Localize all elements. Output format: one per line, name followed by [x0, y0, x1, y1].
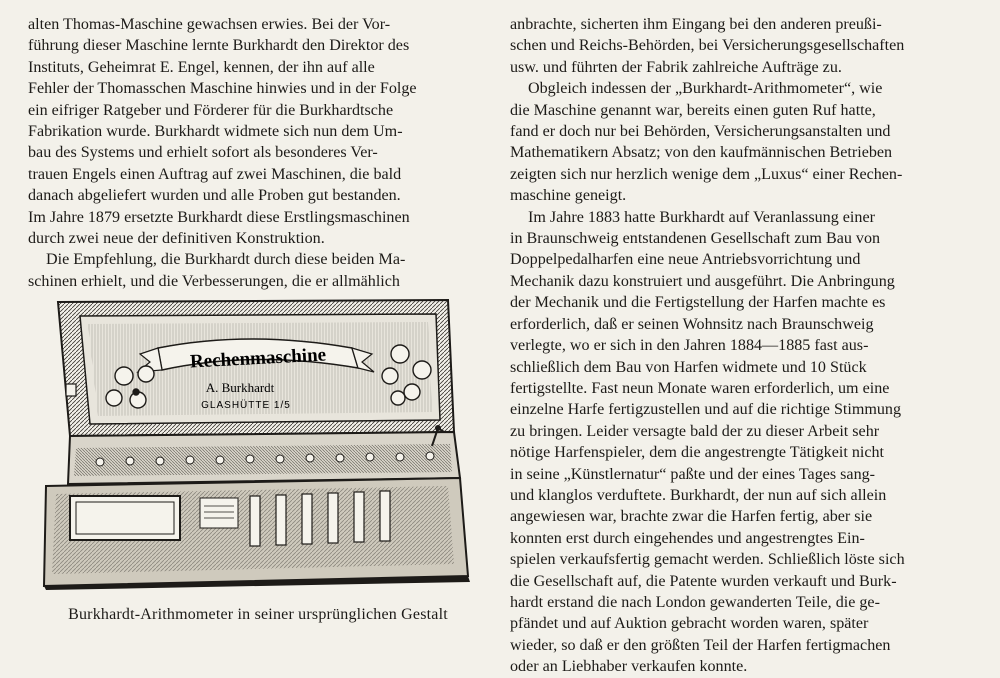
text-line: Fabrikation wurde. Burkhardt widmete sich nun dem Um-: [28, 123, 403, 141]
left-paragraph-1: [28, 14, 488, 249]
text-line: der Mechanik und die Fertigstellung der Harfen machte es: [510, 294, 886, 312]
text-line: ein eifriger Ratgeber und Förderer für die Burkhardtsche: [28, 101, 394, 119]
text-line: in seine „Künstlernatur“ paßte und der eines Tages sang-: [510, 465, 876, 483]
left-column: [28, 14, 488, 292]
text-line: einzelne Harfe fertigzustellen und auf die richtige Stimmung: [510, 401, 902, 419]
text-line: die Maschine genannt war, bereits einen guten Ruf hatte,: [510, 101, 876, 119]
text-line: oder an Liebhaber verkaufen konnte.: [510, 658, 748, 676]
text-line: danach abgeliefert wurden und alle Proben gut bestanden.: [28, 187, 401, 205]
text-line: fand er doch nur bei Behörden, Versicherungsanstalten und: [510, 123, 891, 141]
text-line: Die Empfehlung, die Burkhardt durch diese beiden Ma-: [46, 251, 406, 269]
right-column: [510, 14, 968, 678]
text-line: und klanglos verduftete. Burkhardt, der nun auf sich allein: [510, 486, 887, 504]
text-line: erforderlich, daß er seinen Wohnsitz nach Braunschweig: [510, 315, 874, 333]
text-line: zu bringen. Leider versagte bald der zu dieser Arbeit sehr: [510, 422, 880, 440]
text-line: hardt erstand die nach London gewanderten Teile, die ge-: [510, 593, 880, 611]
text-line: trauen Engels einen Auftrag auf zwei Maschinen, die bald: [28, 165, 402, 183]
text-line: Im Jahre 1879 ersetzte Burkhardt diese Erstlingsmaschinen: [28, 208, 410, 226]
text-line: zeigten sich nur herzlich wenige dem „Luxus“ einer Rechen-: [510, 165, 903, 183]
text-line: die Gesellschaft auf, die Patente wurden verkauft und Burk-: [510, 572, 897, 590]
text-line: Mathematikern Absatz; von den kaufmännischen Betrieben: [510, 144, 893, 162]
text-line: schen und Reichs-Behörden, bei Versicherungsgesellschaften: [510, 37, 905, 55]
figure-caption: Burkhardt-Arithmometer in seiner ursprünglichen Gestalt: [68, 606, 448, 623]
text-line: spielen verkaufsfertig gemacht werden. Schließlich löste sich: [510, 551, 905, 569]
text-line: anbrachte, sicherten ihm Eingang bei den anderen preußi-: [510, 16, 882, 33]
text-line: schinen erhielt, und die Verbesserungen, die er allmählich: [28, 272, 400, 290]
text-line: schließlich dem Bau von Harfen widmete und 10 Stück: [510, 358, 867, 376]
text-line: Fehler der Thomasschen Maschine hinwies und in der Folge: [28, 80, 417, 98]
text-line: in Braunschweig entstandenen Gesellschaft zum Bau von: [510, 230, 881, 248]
arithmometer-engraving: [40, 296, 480, 590]
text-line: verlegte, wo er sich in den Jahren 1884—1885 fast aus-: [510, 337, 869, 355]
text-line: bau des Systems und erhielt sofort als besonderes Ver-: [28, 144, 378, 162]
nameplate-banner-text: Rechenmaschine: [189, 344, 327, 373]
nameplate-place: GLASHÜTTE 1/5: [201, 400, 291, 411]
text-line: Mechanik dazu konstruiert und ausgeführt. Die Anbringung: [510, 272, 895, 290]
text-line: durch zwei neue der definitiven Konstruktion.: [28, 230, 325, 248]
left-paragraph-2: [28, 249, 488, 292]
text-line: führung dieser Maschine lernte Burkhardt den Direktor des: [28, 37, 410, 55]
text-line: wieder, so daß er den größten Teil der Harfen fertigmachen: [510, 636, 891, 654]
right-paragraph-3: [510, 207, 968, 678]
text-line: Im Jahre 1883 hatte Burkhardt auf Veranlassung einer: [528, 208, 875, 226]
right-paragraph-1: [510, 14, 968, 78]
text-line: Obgleich indessen der „Burkhardt-Arithmometer“, wie: [528, 80, 883, 98]
text-line: fertigstellte. Fast neun Monate waren erforderlich, um eine: [510, 379, 890, 397]
text-line: konnten erst durch eingehendes und angestrengtes Ein-: [510, 529, 865, 547]
text-line: nötige Harfenspieler, dem die angestrengte Tätigkeit nicht: [510, 444, 884, 462]
text-line: pfändet und auf Auktion gebracht worden waren, später: [510, 615, 869, 633]
right-paragraph-2: [510, 78, 968, 206]
text-line: maschine geneigt.: [510, 187, 627, 205]
text-line: usw. und führten der Fabrik zahlreiche Aufträge zu.: [510, 58, 842, 76]
text-line: Instituts, Geheimrat E. Engel, kennen, der ihn auf alle: [28, 58, 375, 76]
text-line: alten Thomas-Maschine gewachsen erwies. Bei der Vor-: [28, 16, 391, 33]
text-line: Doppelpedalharfen eine neue Antriebsvorrichtung und: [510, 251, 861, 269]
nameplate-maker: A. Burkhardt: [205, 380, 275, 395]
text-line: angewiesen war, brachte zwar die Harfen fertig, aber sie: [510, 508, 873, 526]
